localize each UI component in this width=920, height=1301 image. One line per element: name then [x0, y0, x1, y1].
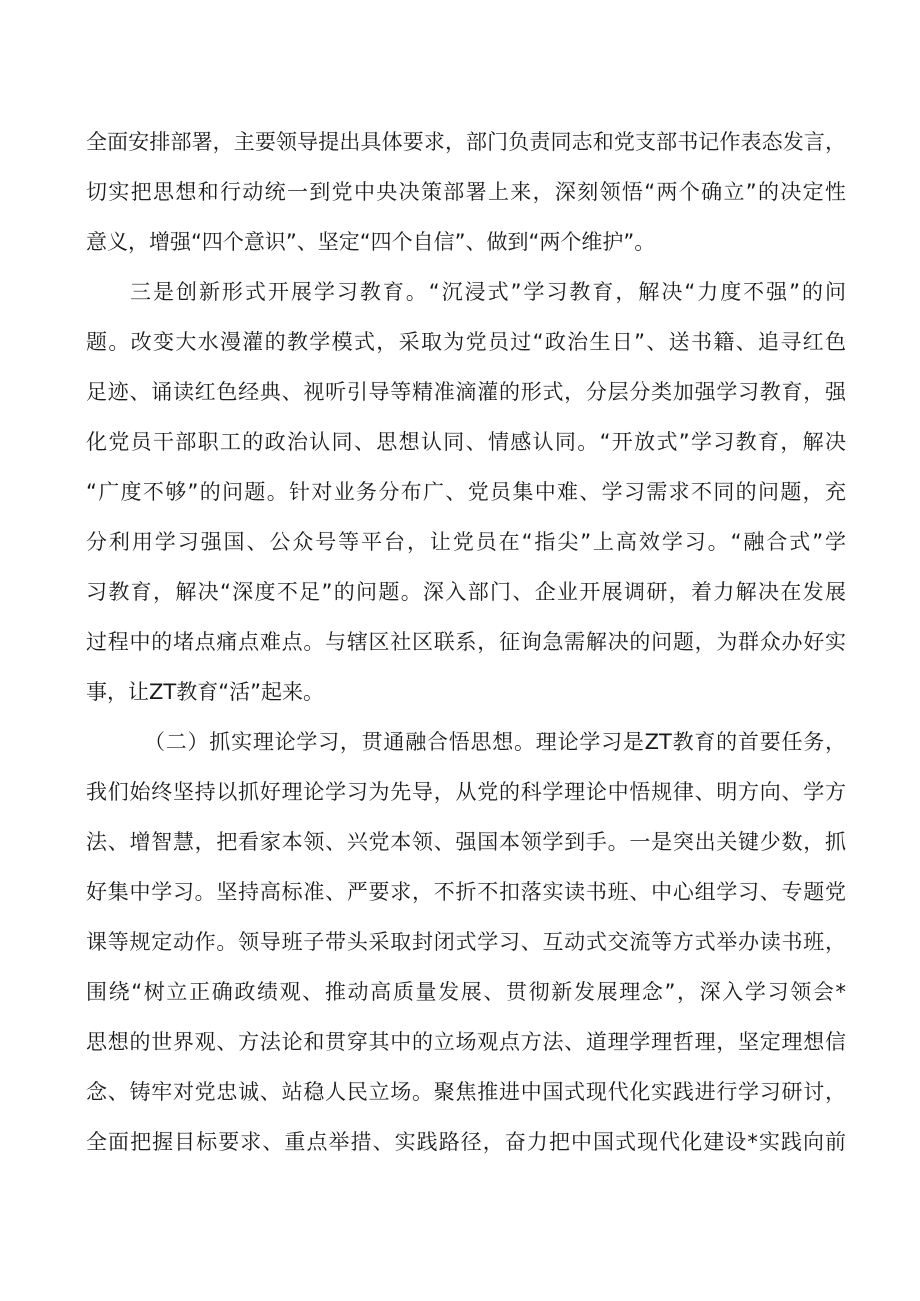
text-line: “广度不够”的问题。针对业务分布广、党员集中难、学习需求不同的问题，充 [86, 480, 846, 504]
text-line: 法、增智慧，把看家本领、兴党本领、强国本领学到手。一是突出关键少数，抓 [86, 830, 846, 854]
text-line: 化党员干部职工的政治认同、思想认同、情感认同。“开放式”学习教育，解决 [86, 430, 846, 454]
text-line: 念、铸牢对党忠诚、站稳人民立场。聚焦推进中国式现代化实践进行学习研讨， [86, 1080, 846, 1104]
text-line: 思想的世界观、方法论和贯穿其中的立场观点方法、道理学理哲理，坚定理想信 [86, 1030, 846, 1054]
text-line: 习教育，解决“深度不足”的问题。深入部门、企业开展调研，着力解决在发展 [86, 580, 846, 604]
text-line: 意义，增强“四个意识”、坚定“四个自信”、做到“两个维护”。 [86, 230, 656, 254]
text-line: 题。改变大水漫灌的教学模式，采取为党员过“政治生日”、送书籍、追寻红色 [86, 330, 846, 354]
text-line: 全面把握目标要求、重点举措、实践路径，奋力把中国式现代化建设*实践向前 [86, 1130, 846, 1154]
section-heading-line: （二）抓实理论学习，贯通融合悟思想。理论学习是ZT教育的首要任务， [144, 730, 846, 754]
text-line: 我们始终坚持以抓好理论学习为先导，从党的科学理论中悟规律、明方向、学方 [86, 780, 846, 804]
paragraph-start-line: 三是创新形式开展学习教育。“沉浸式”学习教育，解决“力度不强”的问 [130, 280, 846, 304]
text-line: 课等规定动作。领导班子带头采取封闭式学习、互动式交流等方式举办读书班， [86, 930, 846, 954]
text-line: 足迹、诵读红色经典、视听引导等精准滴灌的形式，分层分类加强学习教育，强 [86, 380, 846, 404]
text-line: 围绕“树立正确政绩观、推动高质量发展、贯彻新发展理念”，深入学习领会* [86, 980, 846, 1004]
text-line: 好集中学习。坚持高标准、严要求，不折不扣落实读书班、中心组学习、专题党 [86, 880, 846, 904]
text-line: 事，让ZT教育“活”起来。 [86, 680, 324, 704]
text-line: 全面安排部署，主要领导提出具体要求，部门负责同志和党支部书记作表态发言， [86, 130, 846, 154]
text-line: 切实把思想和行动统一到党中央决策部署上来，深刻领悟“两个确立”的决定性 [86, 180, 846, 204]
text-line: 分利用学习强国、公众号等平台，让党员在“指尖”上高效学习。“融合式”学 [86, 530, 846, 554]
text-line: 过程中的堵点痛点难点。与辖区社区联系，征询急需解决的问题，为群众办好实 [86, 630, 846, 654]
